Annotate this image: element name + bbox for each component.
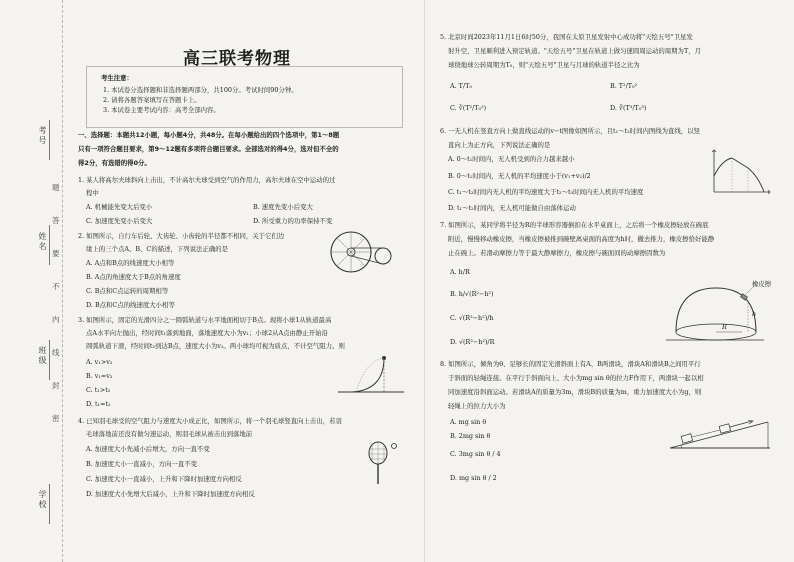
school-label: 学校 bbox=[38, 490, 47, 510]
q1-stem: 程中 bbox=[86, 189, 99, 197]
binding-margin bbox=[0, 0, 63, 562]
q7-option-c: C. √(R²−h²)/h bbox=[450, 314, 494, 322]
arc-track-figure bbox=[336, 352, 406, 396]
q7-stem: 7. 如图所示，某同学将半径为R的半球形容器倒扣在水平桌面上，之后将一个橡皮擦轻放在碗底 bbox=[440, 221, 709, 229]
notice-line: 3. 本试卷主要考试内容：高考全部内容。 bbox=[103, 106, 220, 114]
class-line bbox=[49, 340, 50, 380]
q3-stem: 3. 如图所示，固定的光滑四分之一圆弧轨道与水平地面相切于B点。现将小球1从轨道最高 bbox=[78, 316, 332, 324]
q8-option-c: C. 3mg sin θ / 4 bbox=[450, 450, 501, 458]
q5-option-d: D. ∛(T³/T₀³) bbox=[610, 104, 647, 112]
q4-option-c: C. 加速度大小一直减小，上升和下降时加速度方向相反 bbox=[86, 475, 242, 483]
q7-option-b: B. h/√(R²−h²) bbox=[450, 290, 494, 298]
q8-stem: 同加速度沿斜面运动。若滑块A的质量为3m，滑块B的质量为m，重力加速度大小为g，则 bbox=[448, 388, 702, 396]
name-line bbox=[49, 225, 50, 265]
q8-option-a: A. mg sin θ bbox=[450, 418, 487, 426]
q5-stem: 射升空，卫星顺利进入预定轨道。"天绘五号"卫星在轨道上做匀速圆周运动的周期为T，月 bbox=[448, 47, 701, 55]
q6-option-c: C. t₁～t₂时间内无人机的平均速度大于t₂～t₃时间内无人机的平均速度 bbox=[448, 188, 644, 196]
name-label: 姓名 bbox=[38, 232, 47, 252]
notice-line: 1. 本试卷分选择题和非选择题两部分，共100分。考试时间90分钟。 bbox=[103, 86, 298, 94]
seal-char: 不 bbox=[52, 282, 60, 291]
incline-figure bbox=[668, 418, 772, 450]
q6-option-d: D. t₁～t₂时间内，无人机可能做自由落体运动 bbox=[448, 204, 576, 212]
section-instruction: 一、选择题：本题共12小题，每小题4分，共48分。在每小题给出的四个选项中，第1～8题 bbox=[78, 131, 340, 139]
section-instruction: 得2分，有选错的得0分。 bbox=[78, 159, 151, 167]
q6-stem: 直向上为正方向，下列说法正确的是 bbox=[448, 141, 551, 149]
hemisphere-bowl-figure bbox=[662, 278, 766, 344]
page-title: 高三联考物理 bbox=[183, 49, 291, 69]
q4-stem: 毛球落地前还没有做匀速运动，则羽毛球从被击出到落地前 bbox=[86, 430, 253, 438]
seal-char: 内 bbox=[52, 315, 60, 324]
q8-option-d: D. mg sin θ / 2 bbox=[450, 474, 497, 482]
seal-char: 要 bbox=[52, 249, 60, 258]
q1-stem: 1. 某人将高尔夫球斜向上击出，不计高尔夫球受到空气的作用力，高尔夫球在空中运动的过 bbox=[78, 176, 336, 184]
q4-option-b: B. 加速度大小一直减小，方向一直不变 bbox=[86, 460, 198, 468]
q6-option-a: A. 0～t₁时间内，无人机受到的合力越来越小 bbox=[448, 155, 575, 163]
exam-number-label: 考号 bbox=[38, 126, 47, 146]
q7-option-d: D. √(R²−h²)/R bbox=[450, 338, 495, 346]
q3-option-a: A. v₁>v₂ bbox=[86, 358, 113, 366]
q7-option-a: A. h/R bbox=[450, 268, 470, 276]
q2-option-a: A. A点和B点的线速度大小相等 bbox=[86, 259, 175, 267]
q2-stem: 2. 如图所示，自行车后轮、大齿轮、小齿轮的半径都不相同，关于它们边 bbox=[78, 232, 285, 240]
q2-stem: 缘上的三个点A、B、C的描述，下列说法正确的是 bbox=[86, 245, 229, 253]
q3-option-b: B. v₁=v₂ bbox=[86, 372, 113, 380]
section-instruction: 只有一项符合题目要求，第9～12题有多项符合题目要求。全部选对的得4分，选对但不全的 bbox=[78, 145, 339, 153]
vt-graph-figure bbox=[708, 146, 774, 196]
notice-line: 2. 请将各题答案填写在答题卡上。 bbox=[103, 96, 201, 104]
seal-char: 密 bbox=[52, 414, 60, 423]
badminton-racket-figure bbox=[366, 440, 402, 486]
q8-option-b: B. 2mg sin θ bbox=[450, 432, 491, 440]
q6-option-b: B. 0～t₁时间内，无人机的平均速度小于(v₁+v₂)/2 bbox=[448, 172, 591, 180]
q7-stem: 附近，慢慢移动橡皮擦，当橡皮擦被推到碗壁离桌面的高度为h时，撤去推力，橡皮擦恰好能静 bbox=[448, 235, 715, 243]
notice-box bbox=[86, 66, 403, 128]
q8-stem: 轻绳上的拉力大小为 bbox=[448, 402, 506, 410]
q1-option-c: C. 加速度先变小后变大 bbox=[86, 217, 153, 225]
q2-option-c: C. B点和C点运转的周期相等 bbox=[86, 287, 169, 295]
bicycle-wheel-figure bbox=[321, 228, 401, 274]
q1-option-b: B. 速度先变小后变大 bbox=[253, 203, 313, 211]
q8-stem: 于斜面的轻绳连接。在平行于斜面向上、大小为mg sin θ的拉力F作用下，两滑块一起以相 bbox=[448, 374, 704, 382]
q7-stem: 止在碗上。若滑动摩擦力等于最大静摩擦力，橡皮擦与碗面间的动摩擦因数为 bbox=[448, 249, 666, 257]
q2-option-d: D. B点和C点的线速度大小相等 bbox=[86, 301, 175, 309]
q5-stem: 5. 北京时间2023年11月1日6时50分，我国在太原卫星发射中心成功将"天绘五号"卫星发 bbox=[440, 33, 693, 41]
page-fold bbox=[424, 0, 425, 562]
school-line bbox=[49, 484, 50, 524]
q4-option-a: A. 加速度大小先减小后增大，方向一直不变 bbox=[86, 445, 210, 453]
notice-heading: 考生注意： bbox=[101, 74, 133, 82]
q6-stem: 6. 一无人机在竖直方向上做直线运动的v−t图像如图所示，且t₁～t₂时间内图线为直线，以竖 bbox=[440, 127, 700, 135]
seal-char: 题 bbox=[52, 183, 60, 192]
radius-label: R bbox=[722, 323, 727, 331]
q1-option-d: D. 所受重力的功率保持不变 bbox=[253, 217, 333, 225]
q3-option-c: C. t₁>t₂ bbox=[86, 386, 111, 394]
q2-option-b: B. A点的角速度大于B点的角速度 bbox=[86, 273, 181, 281]
q8-stem: 8. 如图所示，倾角为θ、足够长的固定光滑斜面上有A、B两滑块，滑块A和滑块B之间用平行 bbox=[440, 360, 701, 368]
q5-option-c: C. ∛(T²/T₀²) bbox=[450, 104, 487, 112]
exam-number-line bbox=[49, 120, 50, 160]
class-label: 班级 bbox=[38, 346, 47, 366]
q5-stem: 球绕地球公转周期为T₀，则"天绘五号"卫星与月球的轨道半径之比为 bbox=[448, 61, 640, 69]
q3-stem: 圆弧轨道下滑，经时间t₂到达B点，速度大小为v₂。两小球均可视为质点，不计空气阻力。则 bbox=[86, 342, 345, 350]
height-label: h bbox=[752, 310, 757, 318]
q4-option-d: D. 加速度大小先增大后减小，上升和下降时加速度方向相反 bbox=[86, 490, 255, 498]
seal-char: 封 bbox=[52, 381, 60, 390]
seal-char: 线 bbox=[52, 348, 60, 357]
q3-stem: 点A水平向左抛出，经时间t₁落到地面，落地速度大小为v₁；小球2从A点由静止开始沿 bbox=[86, 329, 328, 337]
eraser-label: 橡皮擦 bbox=[752, 280, 772, 288]
q3-option-d: D. t₁=t₂ bbox=[86, 400, 111, 408]
q1-option-a: A. 机械能先变大后变小 bbox=[86, 203, 153, 211]
q5-option-b: B. T²/T₀² bbox=[610, 82, 638, 90]
seal-char: 答 bbox=[52, 216, 60, 225]
q4-stem: 4. 已知羽毛球受的空气阻力与速度大小成正比，如图所示，将一个羽毛球竖直向上击出，若羽 bbox=[78, 417, 342, 425]
q5-option-a: A. T/T₀ bbox=[450, 82, 472, 90]
